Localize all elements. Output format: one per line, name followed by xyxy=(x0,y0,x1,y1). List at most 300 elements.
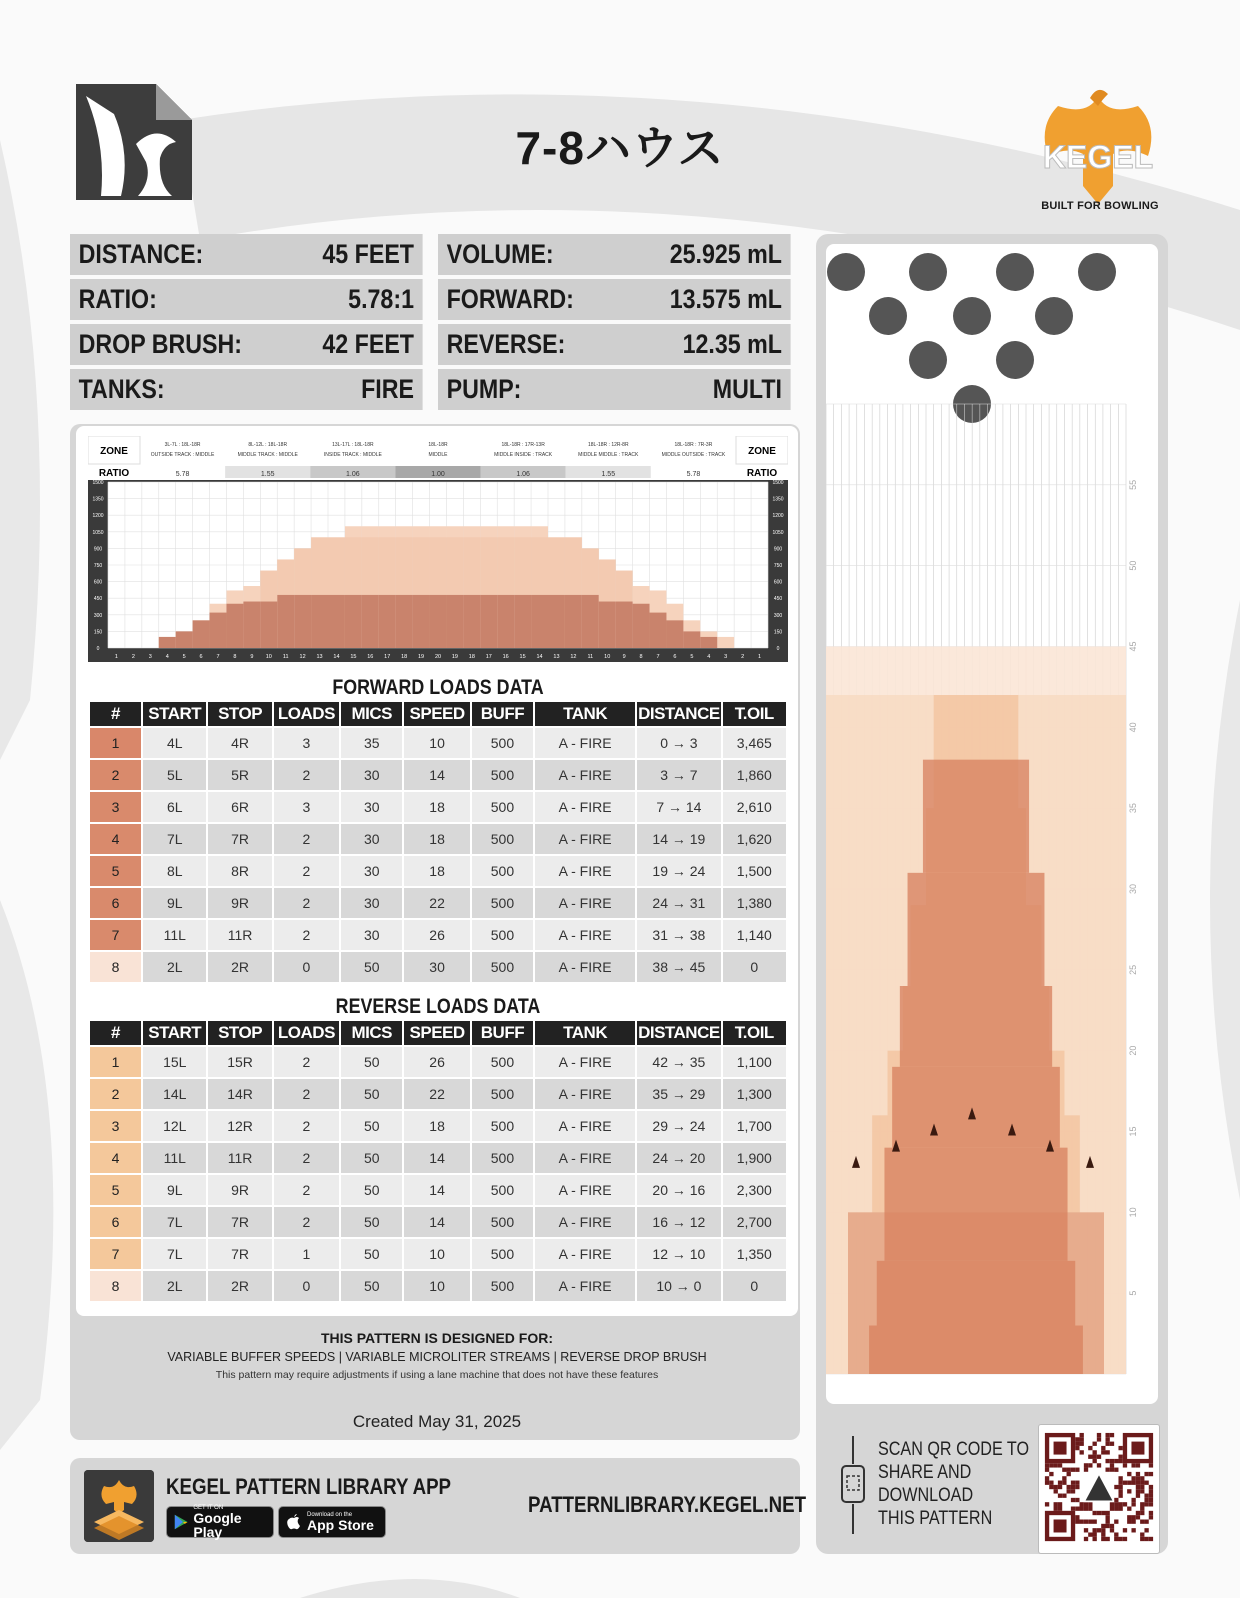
x-tick-label: 10 xyxy=(604,654,611,660)
table-cell: 7R xyxy=(208,1207,271,1237)
qr-module xyxy=(1093,1450,1097,1454)
x-tick-label: 5 xyxy=(182,654,186,660)
y-tick-label-right: 1350 xyxy=(772,496,784,503)
qr-module xyxy=(1062,1481,1066,1485)
table-cell: 12 → 10 xyxy=(637,1239,720,1269)
pattern-library-url[interactable]: PATTERNLIBRARY.KEGEL.NET xyxy=(528,1492,807,1517)
table-cell: 31 → 38 xyxy=(637,920,720,950)
qr-module xyxy=(1093,1459,1097,1463)
table-cell: 7L xyxy=(143,1207,206,1237)
table-cell: A - FIRE xyxy=(535,1111,635,1141)
qr-module xyxy=(1110,1524,1114,1528)
table-cell: 18 xyxy=(404,1111,469,1141)
qr-module xyxy=(1101,1537,1105,1541)
qr-module xyxy=(1058,1485,1062,1489)
table-cell: 24 → 31 xyxy=(637,888,720,918)
zone-boards: 18L-18R xyxy=(428,442,448,448)
qr-module xyxy=(1140,1532,1144,1536)
y-tick-label-right: 450 xyxy=(773,596,783,603)
qr-module xyxy=(1140,1485,1144,1489)
table-cell: A - FIRE xyxy=(535,1207,635,1237)
qr-module xyxy=(1075,1437,1079,1441)
qr-module xyxy=(1118,1485,1122,1489)
qr-module xyxy=(1067,1468,1071,1472)
qr-module xyxy=(1140,1507,1144,1511)
row-number: 2 xyxy=(90,1079,141,1109)
table-cell: 500 xyxy=(472,792,533,822)
table-cell: 500 xyxy=(472,888,533,918)
x-tick-label: 16 xyxy=(502,654,509,660)
qr-module xyxy=(1088,1446,1092,1450)
bar-shade xyxy=(328,537,345,595)
table-row xyxy=(90,1207,786,1237)
table-cell: 24 → 20 xyxy=(637,1143,720,1173)
app-store-button[interactable]: Download on the App Store xyxy=(278,1506,386,1538)
pin-icon xyxy=(909,341,947,379)
qr-module xyxy=(1131,1463,1135,1467)
design-note: This pattern may require adjustments if using a lane machine that does not have these features xyxy=(215,1369,659,1381)
created-date: Created May 31, 2025 xyxy=(352,1412,522,1431)
table-cell: 500 xyxy=(472,952,533,982)
table-cell: 2 xyxy=(274,920,339,950)
table-cell: 2 xyxy=(274,1111,339,1141)
forward-oil-block xyxy=(908,873,1045,986)
x-tick-label: 4 xyxy=(707,654,711,660)
qr-module xyxy=(1136,1476,1140,1480)
qr-module xyxy=(1088,1463,1092,1467)
qr-module xyxy=(1054,1502,1058,1506)
table-cell: 4L xyxy=(143,728,206,758)
qr-module xyxy=(1101,1532,1105,1536)
qr-module xyxy=(1105,1511,1109,1515)
table-cell: 3 xyxy=(274,792,339,822)
table-cell: 5L xyxy=(143,760,206,790)
bar-shade xyxy=(531,537,548,595)
bar xyxy=(260,602,277,648)
qr-module xyxy=(1049,1463,1053,1467)
qr-module xyxy=(1058,1481,1062,1485)
bar xyxy=(413,595,430,648)
forward-loads-table xyxy=(88,700,788,984)
qr-module xyxy=(1093,1442,1097,1446)
qr-module xyxy=(1131,1498,1135,1502)
qr-module xyxy=(1093,1455,1097,1459)
table-cell: 8R xyxy=(208,856,271,886)
x-tick-label: 8 xyxy=(639,654,643,660)
qr-module xyxy=(1088,1532,1092,1536)
x-tick-label: 2 xyxy=(131,654,135,660)
zone-name: INSIDE TRACK : MIDDLE xyxy=(323,452,382,458)
stat-volume: VOLUME: 25.925 mL xyxy=(438,234,791,275)
table-cell: 2R xyxy=(208,1271,271,1301)
bar xyxy=(277,595,294,648)
table-row xyxy=(90,888,786,918)
bar xyxy=(379,595,396,648)
qr-module xyxy=(1140,1537,1144,1541)
qr-module xyxy=(1101,1446,1105,1450)
zone-ratio: 1.55 xyxy=(601,471,616,478)
reverse-loads-table xyxy=(88,1019,788,1303)
column-header: BUFF xyxy=(472,1021,533,1045)
bar-shade xyxy=(548,537,565,595)
stat-pump: PUMP: MULTI xyxy=(438,369,791,410)
row-number: 5 xyxy=(90,856,141,886)
table-cell: A - FIRE xyxy=(535,1175,635,1205)
qr-module xyxy=(1140,1519,1144,1523)
table-cell: 18 xyxy=(404,824,469,854)
foot-label: 10 xyxy=(1128,1207,1138,1218)
qr-module xyxy=(1110,1459,1114,1463)
column-header: START xyxy=(143,702,206,726)
qr-module xyxy=(1054,1507,1058,1511)
qr-module xyxy=(1045,1463,1049,1467)
x-tick-label: 10 xyxy=(265,654,272,660)
qr-module xyxy=(1131,1519,1135,1523)
qr-module xyxy=(1049,1485,1053,1489)
qr-module xyxy=(1062,1494,1066,1498)
pin-icon xyxy=(827,253,865,291)
table-cell: 50 xyxy=(341,1111,402,1141)
column-header: SPEED xyxy=(404,1021,469,1045)
bar-shade xyxy=(582,548,599,594)
qr-module xyxy=(1149,1494,1153,1498)
lane-oil-graph xyxy=(826,244,1158,1404)
pin-icon xyxy=(909,253,947,291)
column-header: BUFF xyxy=(472,702,533,726)
table-cell: A - FIRE xyxy=(535,760,635,790)
bar xyxy=(159,637,176,648)
table-cell: 7R xyxy=(208,1239,271,1269)
table-cell: 15L xyxy=(143,1047,206,1077)
qr-module xyxy=(1118,1494,1122,1498)
table-cell: 35 xyxy=(341,728,402,758)
table-cell: 2 xyxy=(274,1175,339,1205)
bar-shade xyxy=(396,537,413,595)
bar xyxy=(717,637,734,648)
zone-boards: 18L-18R : 17R-13R xyxy=(501,442,545,448)
x-tick-label: 14 xyxy=(536,654,543,660)
y-tick-label-right: 900 xyxy=(773,546,783,553)
table-cell: 9L xyxy=(143,888,206,918)
table-cell: A - FIRE xyxy=(535,1047,635,1077)
qr-module xyxy=(1149,1502,1153,1506)
qr-module xyxy=(1144,1472,1148,1476)
zone-boards: 8L-12L : 18L-18R xyxy=(248,442,288,448)
qr-code[interactable] xyxy=(1038,1424,1160,1554)
qr-module xyxy=(1093,1528,1097,1532)
bar xyxy=(666,620,683,648)
qr-module xyxy=(1062,1468,1066,1472)
zone-boards: 3L-7L : 18L-18R xyxy=(164,442,201,448)
foot-label: 15 xyxy=(1128,1126,1138,1137)
forward-oil-block xyxy=(900,986,1052,1067)
qr-module xyxy=(1127,1519,1131,1523)
zone-label-right: ZONE xyxy=(748,446,776,457)
table-cell: 12L xyxy=(143,1111,206,1141)
qr-module xyxy=(1105,1442,1109,1446)
qr-module xyxy=(1105,1519,1109,1523)
qr-module xyxy=(1080,1519,1084,1523)
x-tick-label: 19 xyxy=(418,654,425,660)
qr-module xyxy=(1080,1502,1084,1506)
table-cell: 1,100 xyxy=(723,1047,786,1077)
table-cell: 14 → 19 xyxy=(637,824,720,854)
bar xyxy=(582,595,599,648)
qr-module xyxy=(1105,1433,1109,1437)
bar xyxy=(362,595,379,648)
x-tick-label: 13 xyxy=(316,654,323,660)
table-cell: A - FIRE xyxy=(535,728,635,758)
ratio-label-right: RATIO xyxy=(746,468,778,479)
bar xyxy=(650,613,667,648)
y-tick-label: 1350 xyxy=(92,496,104,503)
bar xyxy=(548,595,565,648)
y-tick-label: 450 xyxy=(93,596,103,603)
qr-module xyxy=(1127,1489,1131,1493)
x-tick-label: 6 xyxy=(673,654,677,660)
bar xyxy=(193,620,210,648)
qr-module xyxy=(1080,1507,1084,1511)
forward-loads-title: FORWARD LOADS DATA xyxy=(332,676,544,699)
table-cell: 500 xyxy=(472,1143,533,1173)
bar xyxy=(446,595,463,648)
table-cell: 1,620 xyxy=(723,824,786,854)
bar xyxy=(176,631,193,648)
qr-module xyxy=(1118,1502,1122,1506)
bar xyxy=(599,602,616,648)
table-cell: 0 → 3 xyxy=(637,728,720,758)
qr-module xyxy=(1062,1476,1066,1480)
x-tick-label: 7 xyxy=(216,654,220,660)
table-cell: 2,610 xyxy=(723,792,786,822)
bar xyxy=(531,595,548,648)
qr-module xyxy=(1084,1502,1088,1506)
table-cell: 1,700 xyxy=(723,1111,786,1141)
zone-name: MIDDLE OUTSIDE : TRACK xyxy=(661,452,726,458)
qr-module xyxy=(1084,1528,1088,1532)
oil-base xyxy=(848,1212,1104,1374)
table-row xyxy=(90,1047,786,1077)
table-cell: 50 xyxy=(341,952,402,982)
qr-module xyxy=(1144,1519,1148,1523)
table-cell: 50 xyxy=(341,1143,402,1173)
qr-module xyxy=(1067,1489,1071,1493)
kegel-tagline: BUILT FOR BOWLING xyxy=(1041,200,1159,212)
qr-module xyxy=(1140,1489,1144,1493)
foot-label: 35 xyxy=(1128,803,1138,814)
table-cell: 2 xyxy=(274,1079,339,1109)
bar xyxy=(345,595,362,648)
table-cell: 2,300 xyxy=(723,1175,786,1205)
zone-ratio: 5.78 xyxy=(686,471,701,478)
table-row xyxy=(90,1111,786,1141)
table-cell: A - FIRE xyxy=(535,1239,635,1269)
table-cell: 50 xyxy=(341,1271,402,1301)
bar xyxy=(497,595,514,648)
y-tick-label-right: 1050 xyxy=(772,529,784,536)
table-cell: 500 xyxy=(472,1239,533,1269)
table-cell: A - FIRE xyxy=(535,888,635,918)
row-number: 5 xyxy=(90,1175,141,1205)
zone-ratio: 1.06 xyxy=(346,471,360,478)
qr-module xyxy=(1114,1537,1118,1541)
qr-module xyxy=(1105,1468,1109,1472)
x-tick-label: 1 xyxy=(758,654,762,660)
qr-module xyxy=(1088,1455,1092,1459)
column-header: DISTANCE xyxy=(637,1021,720,1045)
bar-shade xyxy=(514,537,531,595)
qr-module xyxy=(1097,1455,1101,1459)
row-number: 2 xyxy=(90,760,141,790)
qr-module xyxy=(1127,1515,1131,1519)
table-cell: 500 xyxy=(472,1047,533,1077)
kegel-logo-text: KEGEL xyxy=(1042,139,1154,175)
qr-module xyxy=(1054,1463,1058,1467)
qr-module xyxy=(1058,1507,1062,1511)
table-cell: 9L xyxy=(143,1175,206,1205)
zone-ratio: 1.55 xyxy=(260,471,275,478)
forward-oil-block xyxy=(892,1067,1060,1148)
zone-name: OUTSIDE TRACK : MIDDLE xyxy=(150,452,215,458)
qr-module xyxy=(1131,1481,1135,1485)
row-number: 3 xyxy=(90,1111,141,1141)
qr-module xyxy=(1105,1537,1109,1541)
column-header: START xyxy=(143,1021,206,1045)
qr-finder-core xyxy=(1131,1442,1144,1455)
table-cell: 50 xyxy=(341,1047,402,1077)
x-tick-label: 3 xyxy=(148,654,152,660)
zone-boards: 13L-17L : 18L-18R xyxy=(332,442,374,448)
qr-module xyxy=(1097,1437,1101,1441)
qr-module xyxy=(1088,1519,1092,1523)
qr-module xyxy=(1105,1515,1109,1519)
forward-oil-block xyxy=(923,760,1029,873)
x-tick-label: 5 xyxy=(690,654,694,660)
foot-label: 55 xyxy=(1128,479,1138,490)
table-cell: 14R xyxy=(208,1079,271,1109)
zone-name: MIDDLE TRACK : MIDDLE xyxy=(237,452,298,458)
qr-module xyxy=(1058,1494,1062,1498)
table-cell: 0 xyxy=(723,952,786,982)
bar-shade xyxy=(565,537,582,595)
table-cell: 5R xyxy=(208,760,271,790)
bar xyxy=(565,595,582,648)
qr-module xyxy=(1136,1472,1140,1476)
table-cell: A - FIRE xyxy=(535,792,635,822)
y-tick-label: 1500 xyxy=(92,480,104,486)
table-cell: 38 → 45 xyxy=(637,952,720,982)
qr-module xyxy=(1140,1481,1144,1485)
foot-label: 45 xyxy=(1128,641,1138,652)
table-cell: 7R xyxy=(208,824,271,854)
x-tick-label: 17 xyxy=(384,654,391,660)
table-cell: 1,380 xyxy=(723,888,786,918)
stat-tanks: TANKS: FIRE xyxy=(70,369,423,410)
table-cell: 30 xyxy=(341,824,402,854)
qr-module xyxy=(1058,1502,1062,1506)
table-cell: 7L xyxy=(143,824,206,854)
column-header: MICS xyxy=(341,1021,402,1045)
table-row xyxy=(90,1271,786,1301)
table-cell: 2 xyxy=(274,856,339,886)
pattern-library-app-icon[interactable] xyxy=(84,1470,154,1542)
qr-module xyxy=(1058,1463,1062,1467)
table-row xyxy=(90,824,786,854)
x-tick-label: 20 xyxy=(434,654,442,660)
qr-module xyxy=(1136,1494,1140,1498)
y-tick-label: 750 xyxy=(93,563,103,569)
stat-drop-brush: DROP BRUSH: 42 FEET xyxy=(70,324,423,365)
ratio-chart xyxy=(88,436,788,662)
qr-module xyxy=(1131,1476,1135,1480)
qr-module xyxy=(1118,1455,1122,1459)
qr-module xyxy=(1144,1537,1148,1541)
qr-module xyxy=(1097,1511,1101,1515)
qr-module xyxy=(1118,1476,1122,1480)
x-tick-label: 6 xyxy=(199,654,203,660)
table-cell: 14 xyxy=(404,1207,469,1237)
qr-module xyxy=(1144,1494,1148,1498)
bar xyxy=(243,602,260,648)
table-cell: 1,140 xyxy=(723,920,786,950)
x-tick-label: 9 xyxy=(622,654,626,660)
qr-module xyxy=(1110,1463,1114,1467)
row-number: 8 xyxy=(90,1271,141,1301)
table-cell: 3,465 xyxy=(723,728,786,758)
table-cell: A - FIRE xyxy=(535,920,635,950)
table-cell: 50 xyxy=(341,1175,402,1205)
qr-module xyxy=(1080,1437,1084,1441)
qr-module xyxy=(1118,1446,1122,1450)
qr-module xyxy=(1067,1485,1071,1489)
bar xyxy=(683,631,700,648)
qr-module xyxy=(1118,1537,1122,1541)
table-cell: 26 xyxy=(404,920,469,950)
x-tick-label: 19 xyxy=(451,654,458,660)
table-cell: 14L xyxy=(143,1079,206,1109)
column-header: LOADS xyxy=(274,1021,339,1045)
foot-label: 25 xyxy=(1128,964,1138,975)
qr-module xyxy=(1149,1498,1153,1502)
bar xyxy=(396,595,413,648)
qr-module xyxy=(1054,1489,1058,1493)
table-cell: 1 xyxy=(274,1239,339,1269)
pin-icon xyxy=(996,341,1034,379)
qr-module xyxy=(1144,1502,1148,1506)
google-play-button[interactable]: GET IT ON Google Play xyxy=(166,1506,274,1538)
qr-module xyxy=(1080,1442,1084,1446)
qr-module xyxy=(1136,1481,1140,1485)
table-cell: 1,300 xyxy=(723,1079,786,1109)
qr-module xyxy=(1075,1515,1079,1519)
qr-module xyxy=(1110,1433,1114,1437)
qr-module xyxy=(1101,1524,1105,1528)
x-tick-label: 11 xyxy=(587,654,594,660)
table-cell: A - FIRE xyxy=(535,952,635,982)
table-cell: 2 xyxy=(274,1047,339,1077)
table-cell: 18 xyxy=(404,792,469,822)
qr-module xyxy=(1114,1498,1118,1502)
google-play-icon xyxy=(173,1513,189,1531)
column-header: DISTANCE xyxy=(637,702,720,726)
qr-module xyxy=(1123,1537,1127,1541)
zone-name: MIDDLE MIDDLE : TRACK xyxy=(578,452,639,458)
apple-icon xyxy=(285,1513,303,1531)
foot-label: 5 xyxy=(1128,1290,1138,1296)
qr-module xyxy=(1088,1507,1092,1511)
foot-label: 20 xyxy=(1128,1045,1138,1056)
table-cell: 14 xyxy=(404,1175,469,1205)
